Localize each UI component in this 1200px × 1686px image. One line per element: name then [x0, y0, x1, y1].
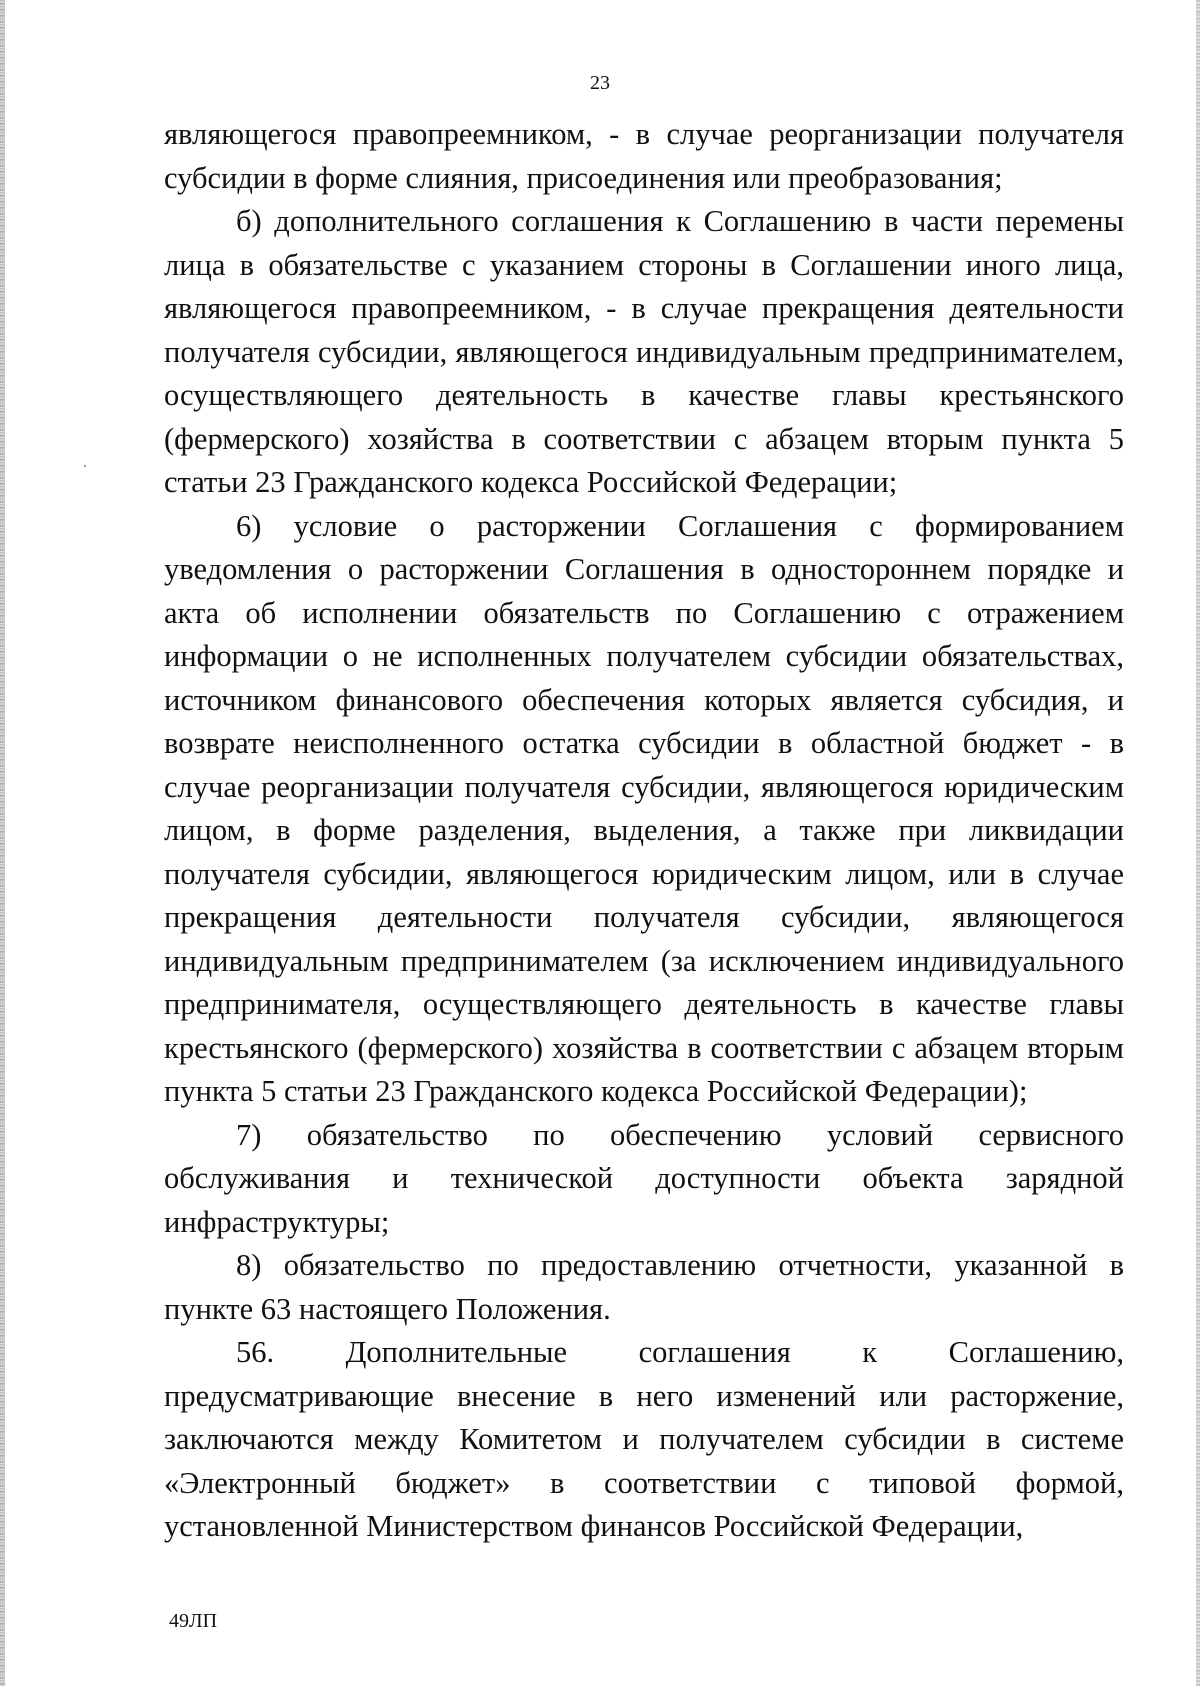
- paragraph-item-7: 7) обязательство по обеспечению условий сервисного обслуживания и технической доступности объекта зарядной инфраструктуры;: [164, 1117, 1124, 1239]
- paragraph-continuation: являющегося правопреемником, - в случае реорганизации получателя субсидии в форме слияния, присоединения или преобразования;: [164, 117, 1124, 195]
- paragraph-section-56: 56. Дополнительные соглашения к Соглашению, предусматривающие внесение в него изменений или расторжение, заключаются между Комитетом и получателем субсидии в системе «Электронный бюджет» в соответствии с типовой формой, установленной Министерством финансов Российской Федерации,: [164, 1335, 1124, 1543]
- footer-document-code: 49ЛП: [169, 1610, 218, 1632]
- document-body: [164, 113, 1124, 1549]
- paragraph-item-b: б) дополнительного соглашения к Соглашению в части перемены лица в обязательстве с указанием стороны в Соглашении иного лица, являющегося правопреемником, - в случае прекращения деятельности получателя субсидии, являющегося индивидуальным предпринимателем, осуществляющего деятельность в качестве главы крестьянского (фермерского) хозяйства в соответствии с абзацем вторым пункта 5 статьи 23 Гражданского кодекса Российской Федерации;: [164, 204, 1124, 499]
- scan-speck: [84, 465, 86, 467]
- page-number: 23: [590, 72, 610, 94]
- scan-edge-left: [0, 0, 5, 1686]
- paragraph-item-6: 6) условие о расторжении Соглашения с формированием уведомления о расторжении Соглашения в одностороннем порядке и акта об исполнении обязательств по Соглашению с отражением информации о не исполненных получателем субсидии обязательствах, источником финансового обеспечения которых является субсидия, и возврате неисполненного остатка субсидии в областной бюджет - в случае реорганизации получателя субсидии, являющегося юридическим лицом, в форме разделения, выделения, а также при ликвидации получателя субсидии, являющегося юридическим лицом, или в случае прекращения деятельности получателя субсидии, являющегося индивидуальным предпринимателем (за исключением индивидуального предпринимателя, осуществляющего деятельность в качестве главы крестьянского (фермерского) хозяйства в соответствии с абзацем вторым пункта 5 статьи 23 Гражданского кодекса Российской Федерации);: [164, 508, 1124, 1108]
- scan-edge-right: [1196, 0, 1200, 1686]
- paragraph-item-8: 8) обязательство по предоставлению отчетности, указанной в пункте 63 настоящего Положения.: [164, 1248, 1124, 1326]
